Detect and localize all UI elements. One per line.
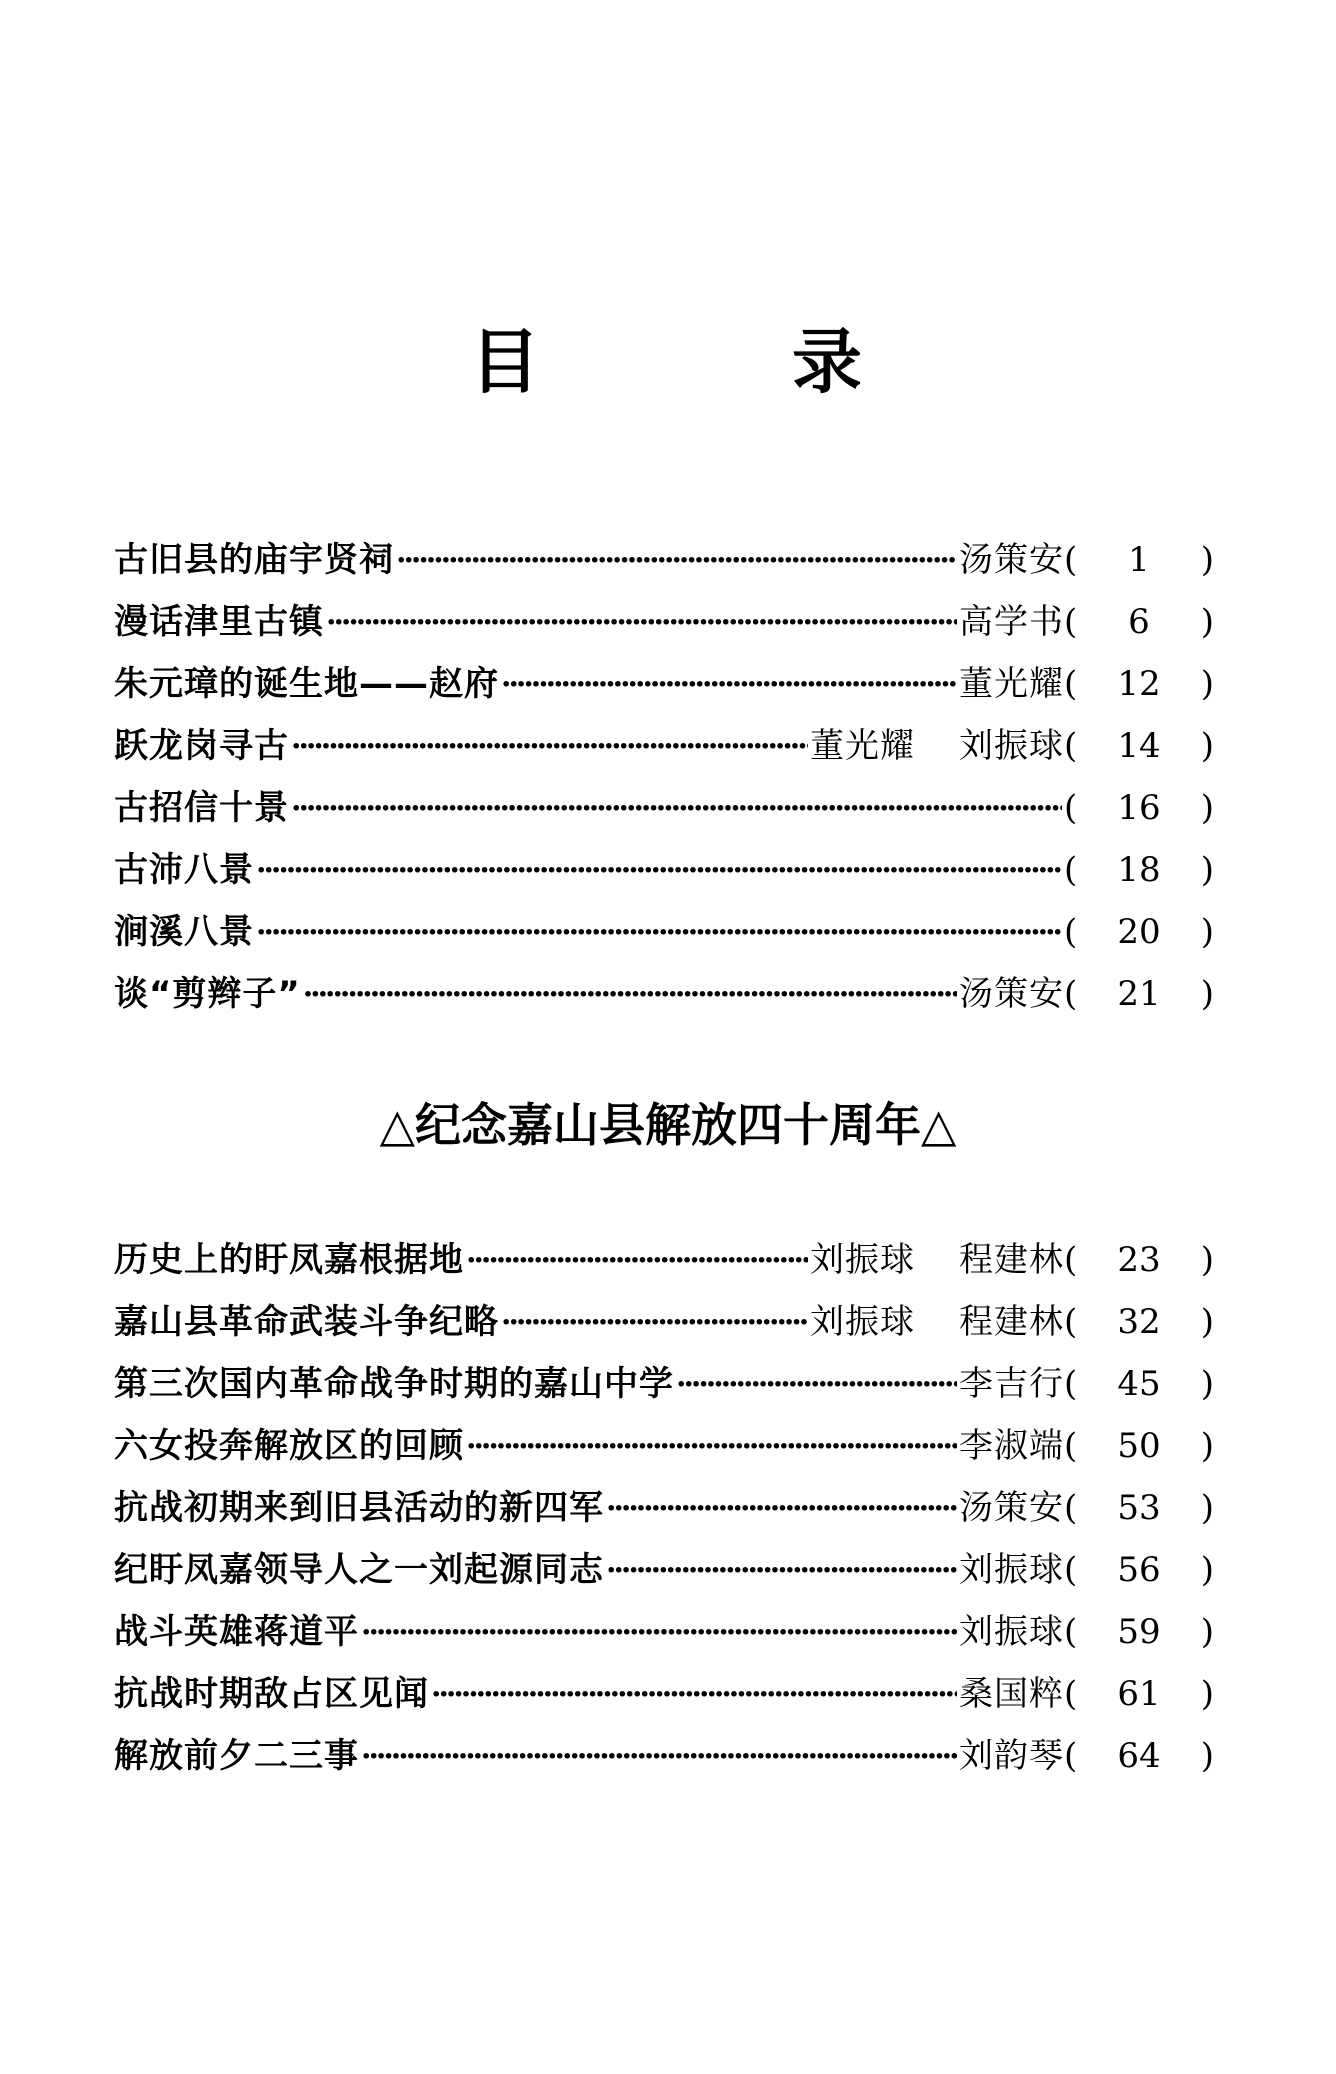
toc-entry[interactable] (114, 706, 1214, 768)
open-bracket: ( (1064, 1240, 1078, 1280)
open-bracket: ( (1064, 1550, 1078, 1590)
page-number: 64 (1117, 1736, 1161, 1776)
toc-entry-title: 战斗英雄蒋道平 (114, 1612, 359, 1652)
author-spacer (915, 1300, 959, 1344)
dot-leader (606, 1548, 957, 1592)
toc-entry[interactable] (114, 1406, 1214, 1468)
dot-leader (501, 662, 957, 706)
toc-section-1 (114, 520, 1214, 1016)
toc-entry-page (1064, 1362, 1214, 1406)
toc-entry-title: 历史上的盱凤嘉根据地 (114, 1240, 464, 1280)
dot-leader (466, 1238, 808, 1282)
toc-entry-author: 刘振球 (959, 1612, 1064, 1652)
dot-leader (501, 1300, 808, 1344)
dot-leader (361, 1610, 957, 1654)
toc-entry-title: 纪盱凤嘉领导人之一刘起源同志 (114, 1550, 604, 1590)
toc-entry-author: 刘振球 (810, 1240, 915, 1280)
toc-entry-author: 汤策安 (959, 540, 1064, 580)
page-number: 61 (1117, 1674, 1161, 1714)
toc-entry-page (1064, 724, 1214, 768)
toc-entry-title: 六女投奔解放区的回顾 (114, 1426, 464, 1466)
toc-entry[interactable] (114, 892, 1214, 954)
dot-leader (291, 786, 1062, 830)
dot-leader (606, 1486, 957, 1530)
open-bracket: ( (1064, 1488, 1078, 1528)
close-bracket: ) (1200, 540, 1214, 580)
page-number: 53 (1117, 1488, 1161, 1528)
toc-entry-page (1064, 1424, 1214, 1468)
toc-entry[interactable] (114, 1282, 1214, 1344)
page-title (0, 322, 1336, 402)
toc-entry-author: 桑国粹 (959, 1674, 1064, 1714)
toc-entry[interactable] (114, 1344, 1214, 1406)
toc-entry-author: 刘振球 (959, 1550, 1064, 1590)
page-number: 12 (1117, 664, 1161, 704)
toc-entry-page (1064, 538, 1214, 582)
toc-entry-page (1064, 786, 1214, 830)
toc-entry-author-2: 程建林 (959, 1302, 1064, 1342)
page-number: 32 (1117, 1302, 1161, 1342)
toc-entry-page (1064, 910, 1214, 954)
dot-leader (291, 724, 808, 768)
page-number: 18 (1117, 850, 1161, 890)
page-title-char-1: 目 (470, 321, 540, 403)
dot-leader (396, 538, 957, 582)
toc-entry-page (1064, 1548, 1214, 1592)
toc-entry-title: 抗战初期来到旧县活动的新四军 (114, 1488, 604, 1528)
open-bracket: ( (1064, 912, 1078, 952)
close-bracket: ) (1200, 850, 1214, 890)
page-number: 21 (1117, 974, 1161, 1014)
page-number: 14 (1117, 726, 1161, 766)
page-number: 6 (1128, 602, 1150, 642)
close-bracket: ) (1200, 1488, 1214, 1528)
toc-entry-title: 涧溪八景 (114, 912, 254, 952)
toc-entry-title: 古招信十景 (114, 788, 289, 828)
page-number: 23 (1117, 1240, 1161, 1280)
toc-entry[interactable] (114, 830, 1214, 892)
toc-entry-page (1064, 1610, 1214, 1654)
toc-entry-page (1064, 600, 1214, 644)
toc-entry-page (1064, 1672, 1214, 1716)
dot-leader (303, 972, 957, 1016)
page-number: 20 (1117, 912, 1161, 952)
toc-entry[interactable] (114, 1592, 1214, 1654)
toc-entry[interactable] (114, 1654, 1214, 1716)
toc-entry[interactable] (114, 954, 1214, 1016)
toc-entry-page (1064, 1486, 1214, 1530)
dot-leader (326, 600, 957, 644)
toc-entry-title: 抗战时期敌占区见闻 (114, 1674, 429, 1714)
dot-leader (256, 848, 1062, 892)
open-bracket: ( (1064, 602, 1078, 642)
toc-entry[interactable] (114, 1530, 1214, 1592)
toc-entry-author: 汤策安 (959, 1488, 1064, 1528)
close-bracket: ) (1200, 1550, 1214, 1590)
open-bracket: ( (1064, 1736, 1078, 1776)
open-bracket: ( (1064, 726, 1078, 766)
toc-entry[interactable] (114, 1468, 1214, 1530)
close-bracket: ) (1200, 1302, 1214, 1342)
toc-entry[interactable] (114, 1220, 1214, 1282)
author-spacer (915, 1238, 959, 1282)
toc-entry-author: 董光耀 (810, 726, 915, 766)
toc-entry-title: 第三次国内革命战争时期的嘉山中学 (114, 1364, 674, 1404)
dot-leader (431, 1672, 957, 1716)
dot-leader (466, 1424, 957, 1468)
toc-entry-title: 解放前夕二三事 (114, 1736, 359, 1776)
open-bracket: ( (1064, 540, 1078, 580)
toc-entry-author: 刘振球 (810, 1302, 915, 1342)
dot-leader (256, 910, 1062, 954)
page-number: 45 (1117, 1364, 1161, 1404)
close-bracket: ) (1200, 1736, 1214, 1776)
toc-entry-author-2: 刘振球 (959, 726, 1064, 766)
toc-entry-author: 高学书 (959, 602, 1064, 642)
toc-entry-author: 董光耀 (959, 664, 1064, 704)
toc-entry-author: 李吉行 (959, 1364, 1064, 1404)
open-bracket: ( (1064, 664, 1078, 704)
page-number: 16 (1117, 788, 1161, 828)
toc-entry-page (1064, 972, 1214, 1016)
toc-entry-title: 嘉山县革命武装斗争纪略 (114, 1302, 499, 1342)
open-bracket: ( (1064, 1426, 1078, 1466)
close-bracket: ) (1200, 788, 1214, 828)
close-bracket: ) (1200, 1426, 1214, 1466)
open-bracket: ( (1064, 850, 1078, 890)
close-bracket: ) (1200, 602, 1214, 642)
toc-entry-title: 跃龙岗寻古 (114, 726, 289, 766)
dot-leader (361, 1734, 957, 1778)
toc-entry-page (1064, 848, 1214, 892)
open-bracket: ( (1064, 974, 1078, 1014)
close-bracket: ) (1200, 726, 1214, 766)
toc-entry-author: 汤策安 (959, 974, 1064, 1014)
toc-entry[interactable] (114, 1716, 1214, 1778)
section-heading: △纪念嘉山县解放四十周年△ (379, 1098, 957, 1152)
dot-leader (676, 1362, 957, 1406)
toc-entry-author: 刘韵琴 (959, 1736, 1064, 1776)
toc-entry-page (1064, 1238, 1214, 1282)
toc-entry-author: 李淑端 (959, 1426, 1064, 1466)
close-bracket: ) (1200, 1240, 1214, 1280)
page-number: 1 (1128, 540, 1150, 580)
page-title-char-2: 录 (792, 321, 862, 403)
open-bracket: ( (1064, 1674, 1078, 1714)
close-bracket: ) (1200, 664, 1214, 704)
open-bracket: ( (1064, 1302, 1078, 1342)
toc-entry-page (1064, 1300, 1214, 1344)
open-bracket: ( (1064, 1612, 1078, 1652)
author-spacer (915, 724, 959, 768)
toc-entry[interactable] (114, 582, 1214, 644)
toc-entry-title: 谈“剪辫子” (114, 974, 301, 1014)
toc-entry-author-2: 程建林 (959, 1240, 1064, 1280)
close-bracket: ) (1200, 974, 1214, 1014)
toc-entry-title: 朱元璋的诞生地——赵府 (114, 664, 499, 704)
page-number: 50 (1117, 1426, 1161, 1466)
close-bracket: ) (1200, 912, 1214, 952)
close-bracket: ) (1200, 1364, 1214, 1404)
toc-entry[interactable] (114, 768, 1214, 830)
open-bracket: ( (1064, 788, 1078, 828)
toc-entry-page (1064, 662, 1214, 706)
toc-entry-page (1064, 1734, 1214, 1778)
toc-section-2 (114, 1220, 1214, 1778)
toc-entry-title: 古旧县的庙宇贤祠 (114, 540, 394, 580)
toc-entry[interactable] (114, 520, 1214, 582)
close-bracket: ) (1200, 1612, 1214, 1652)
open-bracket: ( (1064, 1364, 1078, 1404)
toc-entry-title: 古沛八景 (114, 850, 254, 890)
toc-entry-title: 漫话津里古镇 (114, 602, 324, 642)
toc-entry[interactable] (114, 644, 1214, 706)
page-number: 59 (1117, 1612, 1161, 1652)
close-bracket: ) (1200, 1674, 1214, 1714)
page-number: 56 (1117, 1550, 1161, 1590)
